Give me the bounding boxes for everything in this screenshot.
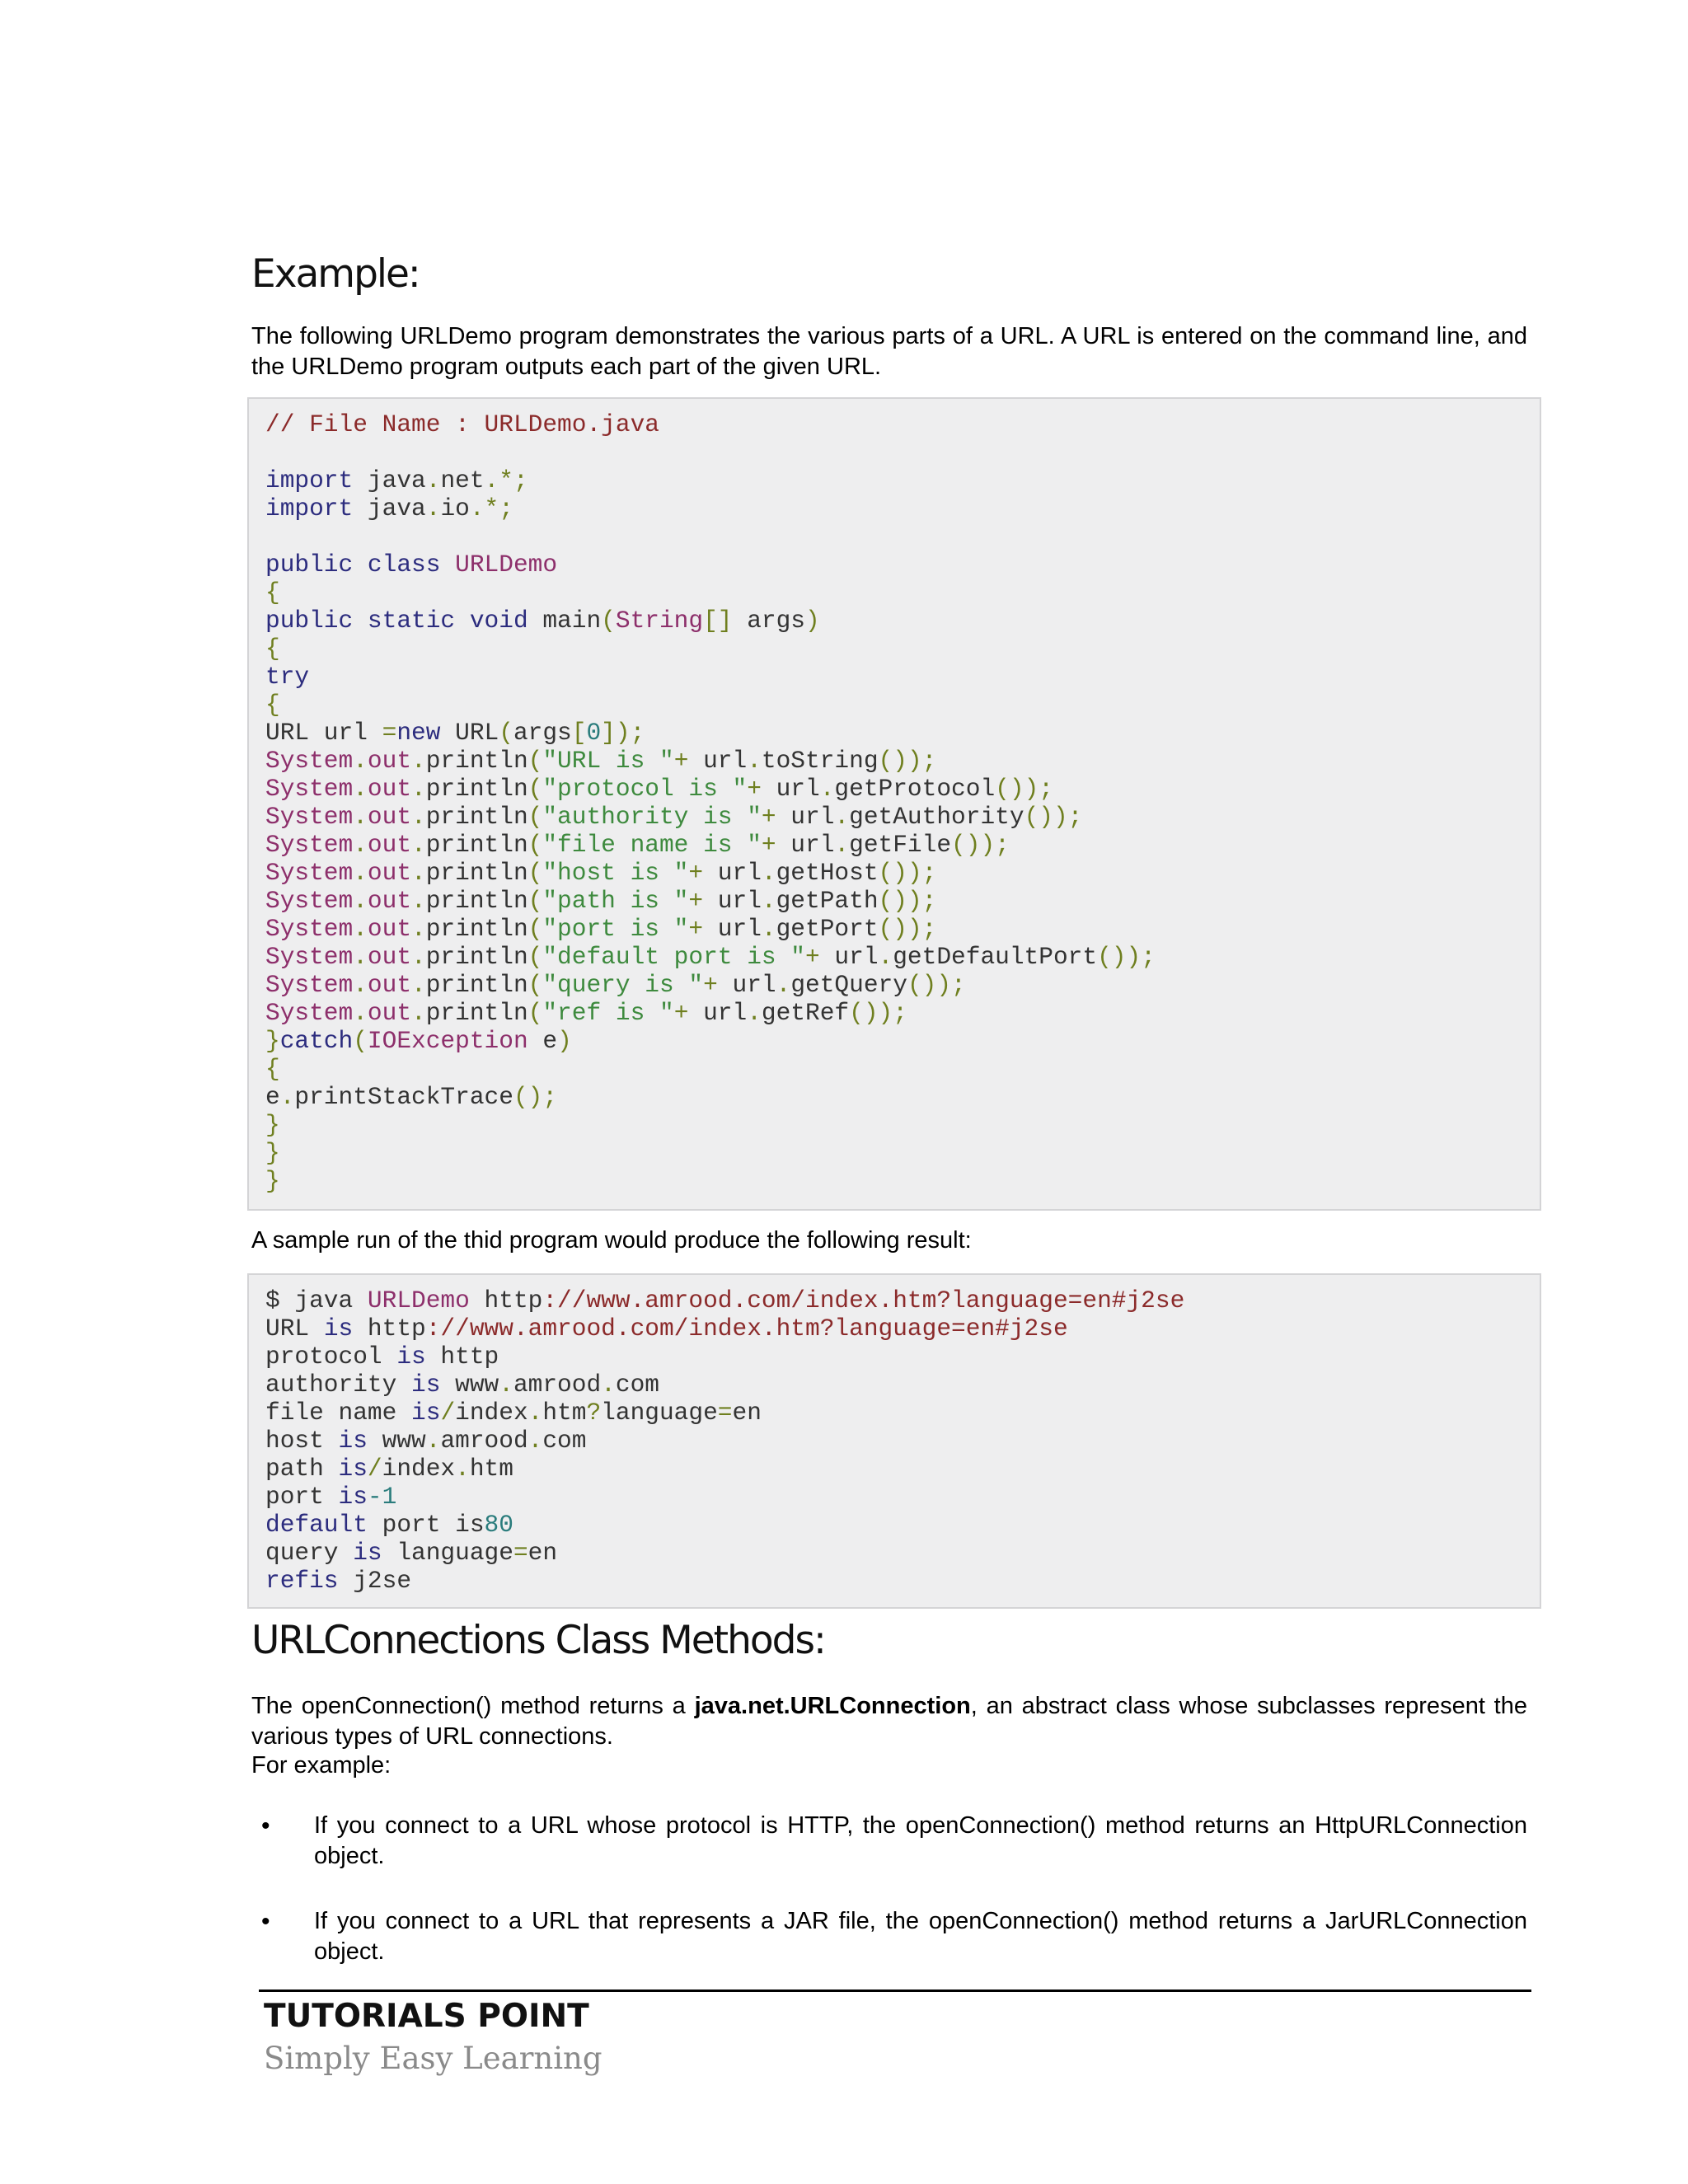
footer-divider: [259, 1990, 1531, 1992]
program-output-block: $ java URLDemo http://www.amrood.com/index.htm?language=en#j2se URL is http://www.amrood.com/index.htm?language=en#j2se protocol is http authority is www.amrood.com file name is/index.htm?language=en host is www.amrood.com path is/index.htm port is-1 default port is80 query is language=en refis j2se: [247, 1273, 1541, 1609]
bullet-icon: •: [261, 1908, 270, 1935]
list-item: [251, 1906, 1527, 1967]
section-heading-example: Example:: [251, 251, 420, 297]
intro-text-after: , an abstract class whose subclasses represent the various types of URL connections.: [251, 1693, 1527, 1750]
intro-class-name: java.net.URLConnection: [694, 1693, 971, 1719]
urlconnection-intro-paragraph: [251, 1691, 1527, 1752]
list-item: [251, 1811, 1527, 1872]
list-item-text: If you connect to a URL whose protocol is HTTP, the openConnection() method returns an HttpURLConnection object.: [314, 1812, 1527, 1869]
list-item-text: If you connect to a URL that represents a JAR file, the openConnection() method returns a JarURLConnection object.: [314, 1908, 1527, 1965]
intro-text-before: The openConnection() method returns a: [251, 1693, 695, 1719]
bullet-icon: •: [261, 1812, 270, 1840]
section-heading-urlconnections: URLConnections Class Methods:: [251, 1618, 825, 1663]
sample-run-intro: A sample run of the thid program would produce the following result:: [251, 1227, 972, 1254]
example-intro-paragraph: The following URLDemo program demonstrates the various parts of a URL. A URL is entered on the command line, and the URLDemo program outputs each part of the given URL.: [251, 323, 1527, 380]
footer-brand: TUTORIALS POINT: [264, 1998, 589, 2035]
java-code-block: // File Name : URLDemo.java import java.net.*; import java.io.*; public class URLDemo { public static void main(String[] args) { try { URL url =new URL(args[0]); System.out.println("URL is "+ url.toString()); System.out.println("protocol is "+ url.getProtocol()); System.out.println("authority is "+ url.getAuthority()); System.out.println("file name is "+ url.getFile()); System.out.println("host is "+ url.getHost()); System.out.println("path is "+ url.getPath()); System.out.println("port is "+ url.getPort()); System.out.println("default port is "+ url.getDefaultPort()); System.out.println("query is "+ url.getQuery()); System.out.println("ref is "+ url.getRef()); }catch(IOException e) { e.printStackTrace(); } } }: [247, 397, 1541, 1211]
for-example-label: For example:: [251, 1752, 392, 1779]
footer-tagline: Simply Easy Learning: [264, 2041, 603, 2076]
